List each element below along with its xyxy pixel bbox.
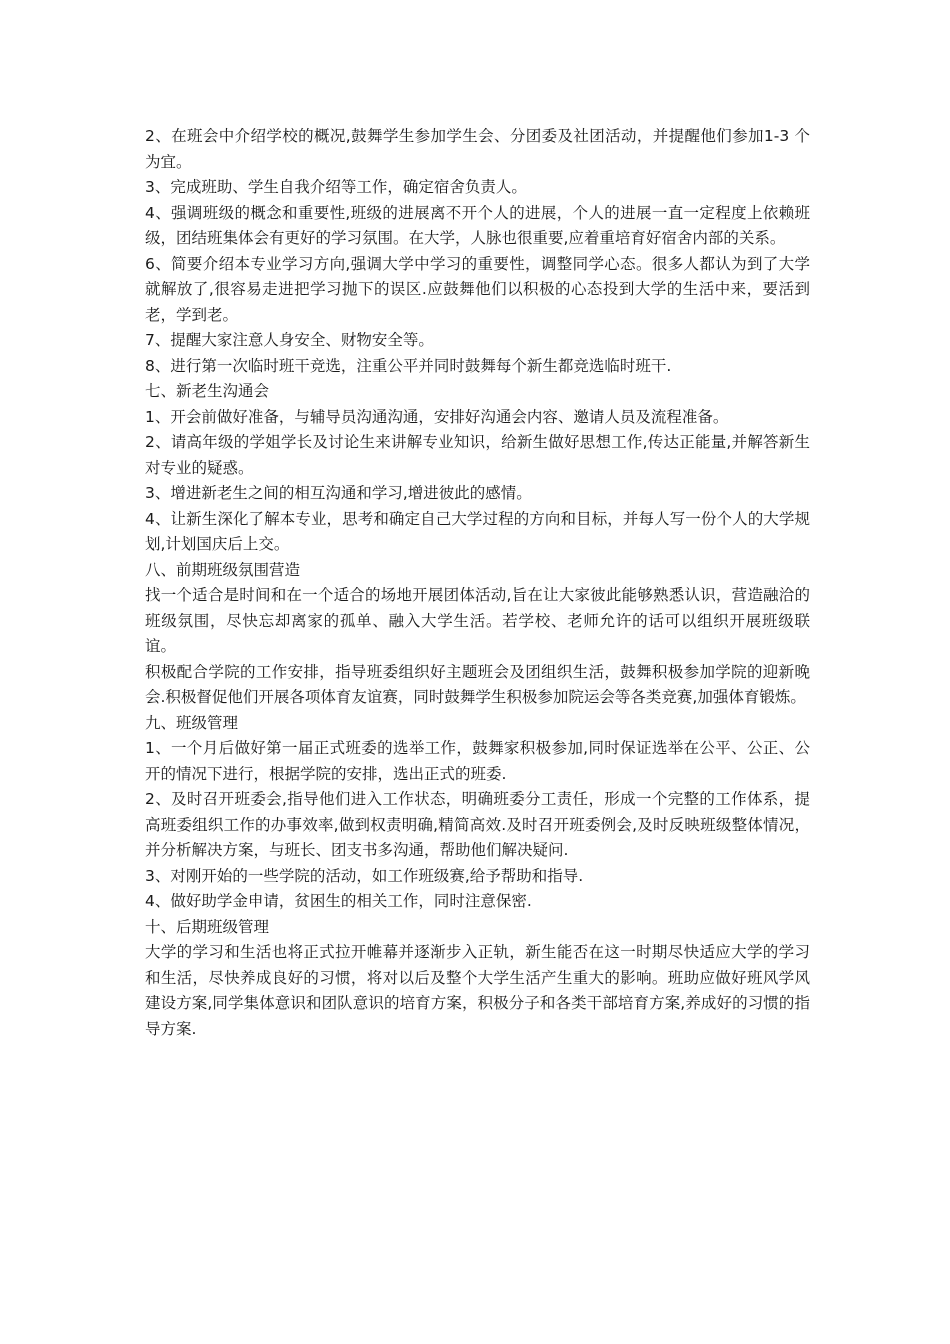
section-heading-10: 十、后期班级管理 [145, 917, 270, 936]
paragraph-item-7-4: 4、让新生深化了解本专业，思考和确定自己大学过程的方向和目标，并每人写一份个人的大学规划,计划国庆后上交。 [145, 509, 810, 553]
paragraph-10-body: 大学的学习和生活也将正式拉开帷幕并逐渐步入正轨，新生能否在这一时期尽快适应大学的学习和生活，尽快养成良好的习惯，将对以后及整个大学生活产生重大的影响。班助应做好班风学风建设方案,同学集体意识和团队意识的培育方案，积极分子和各类干部培育方案,养成好的习惯的指导方案. [145, 943, 810, 1038]
paragraph-item-9-1: 1、一个月后做好第一届正式班委的选举工作，鼓舞家积极参加,同时保证选举在公平、公正、公开的情况下进行，根据学院的安排，选出正式的班委. [145, 739, 810, 783]
section-heading-8: 八、前期班级氛围营造 [145, 560, 301, 579]
paragraph-item-6: 6、简要介绍本专业学习方向,强调大学中学习的重要性，调整同学心态。很多人都认为到了大学就解放了,很容易走进把学习抛下的误区.应鼓舞他们以积极的心态投到大学的生活中来，要活到老，学到老。 [145, 254, 810, 324]
section-heading-7: 七、新老生沟通会 [145, 382, 270, 400]
paragraph-item-7: 7、提醒大家注意人身安全、财物安全等。 [145, 331, 434, 349]
paragraph-8-body-2: 积极配合学院的工作安排，指导班委组织好主题班会及团组织生活，鼓舞积极参加学院的迎新晚会.积极督促他们开展各项体育友谊赛，同时鼓舞学生积极参加院运会等各类竞赛,加强体育锻炼。 [145, 662, 810, 706]
document-page [145, 124, 810, 1042]
paragraph-item-9-2: 2、及时召开班委会,指导他们进入工作状态，明确班委分工责任，形成一个完整的工作体系，提高班委组织工作的办事效率,做到权责明确,精简高效.及时召开班委例会,及时反映班级整体情况，并分析解决方案，与班长、团支书多沟通，帮助他们解决疑问. [145, 790, 810, 859]
paragraph-item-7-3: 3、增进新老生之间的相互沟通和学习,增进彼此的感情。 [145, 484, 532, 502]
paragraph-item-9-4: 4、做好助学金申请，贫困生的相关工作，同时注意保密. [145, 892, 532, 910]
paragraph-item-7-2: 2、请高年级的学姐学长及讨论生来讲解专业知识，给新生做好思想工作,传达正能量,并解答新生对专业的疑惑。 [145, 433, 810, 477]
section-heading-9: 九、班级管理 [145, 713, 239, 732]
paragraph-item-2: 2、在班会中介绍学校的概况,鼓舞学生参加学生会、分团委及社团活动，并提醒他们参加1-3 个为宜。 [145, 127, 810, 171]
paragraph-item-9-3: 3、对刚开始的一些学院的活动，如工作班级赛,给予帮助和指导. [145, 866, 584, 885]
paragraph-item-8: 8、进行第一次临时班干竞选，注重公平并同时鼓舞每个新生都竞选临时班干. [145, 356, 672, 375]
paragraph-item-4: 4、强调班级的概念和重要性,班级的进展离不开个人的进展，个人的进展一直一定程度上依赖班级，团结班集体会有更好的学习氛围。在大学，人脉也很重要,应着重培育好宿舍内部的关系。 [145, 203, 810, 247]
paragraph-item-3: 3、完成班助、学生自我介绍等工作，确定宿舍负责人。 [145, 178, 527, 196]
paragraph-item-7-1: 1、开会前做好准备，与辅导员沟通沟通，安排好沟通会内容、邀请人员及流程准备。 [145, 407, 729, 426]
paragraph-8-body-1: 找一个适合是时间和在一个适合的场地开展团体活动,旨在让大家彼此能够熟悉认识，营造融洽的班级氛围，尽快忘却离家的孤单、融入大学生活。若学校、老师允许的话可以组织开展班级联谊。 [145, 586, 810, 655]
